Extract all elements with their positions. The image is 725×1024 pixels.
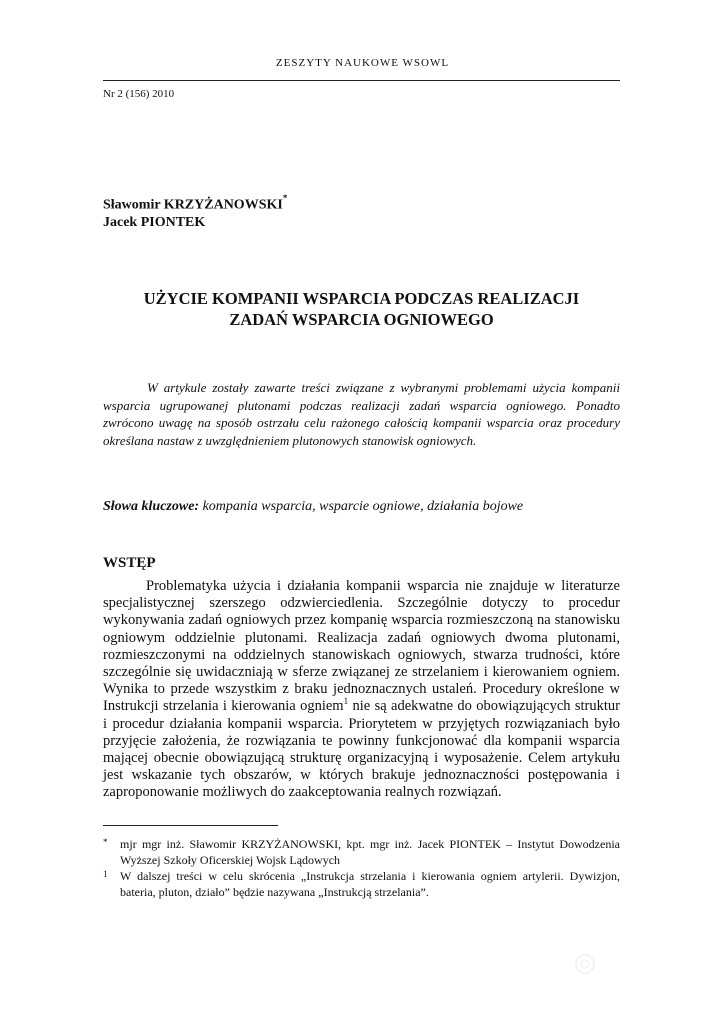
footnote-text: W dalszej treści w celu skrócenia „Instrukcja strzelania i kierowania ogniem artylerii. Dywizjon, bateria, pluton, działo” będzie nazywana „Instrukcją strzelania”.: [120, 869, 620, 899]
footnote-mark: 1: [103, 869, 108, 879]
footnote-text: mjr mgr inż. Sławomir KRZYŻANOWSKI, kpt. mgr inż. Jacek PIONTEK – Instytut Dowodzenia Wyższej Szkoły Oficerskiej Wojsk Lądowych: [120, 837, 620, 867]
body-paragraph: [103, 578, 620, 802]
watermark-icon: [574, 953, 596, 975]
author-1: [103, 192, 287, 214]
footnote-mark: *: [103, 837, 108, 847]
author-1-footnote-mark: *: [282, 193, 288, 203]
body-text-part-2: nie są adekwatne do obowiązujących struktur i procedur działania kompanii wsparcia. Priorytetem w przyjętych rozwiązaniach było przyjęcie założenia, że rozwiązania te powinny funkcjonować dla kompanii wsparcia mającej obecnie obowiązującą strukturę organizacyjną i wyposażenie. Celem artykułu jest wskazanie tych obszarów, w których brakuje jednoznaczności postępowania i zaproponowanie możliwych do zaakceptowania realnych rozwiązań.: [103, 698, 620, 801]
journal-name: ZESZYTY NAUKOWE WSOWL: [275, 57, 450, 69]
keywords-text: kompania wsparcia, wsparcie ogniowe, działania bojowe: [199, 499, 524, 514]
header-divider: [103, 80, 620, 81]
abstract: W artykule zostały zawarte treści związane z wybranymi problemami użycia kompanii wsparcia ugrupowanej plutonami podczas realizacji zadań wsparcia ogniowego. Ponadto zwrócono uwagę na sposób ostrzału celu rażonego całością kompanii wsparcia oraz procedury określana nastaw z uwzględnieniem plutonowych stanowisk ogniowych.: [103, 380, 620, 448]
author-list: [103, 192, 287, 231]
footnote-author: [103, 836, 620, 868]
issue-number: Nr 2 (156) 2010: [103, 88, 175, 100]
section-heading: WSTĘP: [103, 555, 156, 571]
author-1-name: Sławomir KRZYŻANOWSKI: [103, 197, 283, 213]
footnote-divider: [103, 825, 278, 826]
footnote-reference: 1: [343, 696, 349, 707]
title-line-1: UŻYCIE KOMPANII WSPARCIA PODCZAS REALIZACJI: [143, 289, 580, 308]
footnote-1: [103, 868, 620, 900]
author-2: Jacek PIONTEK: [103, 214, 206, 230]
article-title: [103, 288, 620, 330]
body-text-part-1: Problematyka użycia i działania kompanii wsparcia nie znajduje w literaturze specjalistycznej szerszego odzwierciedlenia. Szczególnie dotyczy to procedur wykonywania zadań ogniowych przez kompanię wsparcia rozmieszczoną na stanowisku ogniowym oddzielnie plutonami. Realizacja zadań ogniowych dwoma plutonami, rozmieszczonymi na oddzielnych stanowiskach ogniowych, stwarza trudności, które szczególnie się uwidaczniają w sferze związanej ze strzelaniem i kierowaniem ogniem. Wynika to przede wszystkim z braku jednoznacznych ustaleń. Procedury określone w Instrukcji strzelania i kierowania ogniem: [103, 578, 620, 715]
keywords-label: Słowa kluczowe:: [103, 499, 200, 514]
title-line-2: ZADAŃ WSPARCIA OGNIOWEGO: [229, 310, 494, 329]
keywords: [103, 499, 620, 515]
